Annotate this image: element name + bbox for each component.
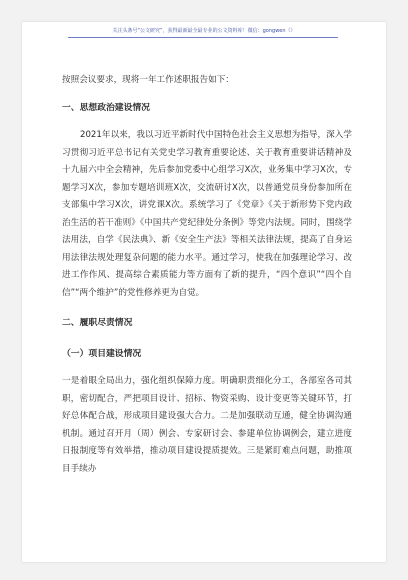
header-banner: 关注头条号“公文研究”，获得最新最全最专业的公文资料库！微信：gongwen（） [112,28,296,34]
document-page [22,22,386,562]
header-divider [68,37,338,38]
section-heading-duties: 二、履职尽责情况 [62,318,133,328]
intro-paragraph: 按照会议要求，现将一年工作述职报告如下： [62,75,234,85]
subsection-heading-projects: （一）项目建设情况 [62,348,142,359]
document-body [62,72,352,478]
subsection-paragraph-projects: 一是着眼全局出力，强化组织保障力度。明确职责细化分工，各部室各司其职，密切配合，严把项目设计、招标、物资采购、设计变更等关键环节，打好总体配合战，形成项目建设强大合力。二是加强联动互通，健全协调沟通机制。通过召开月（周）例会、专家研讨会、参建单位协调例会，建立进度日报制度等有效举措，推动项目建设提质提效。三是紧盯难点问题，助推项目手续办 [62,376,352,474]
section-paragraph-political: 2021年以来，我以习近平新时代中国特色社会主义思想为指导，深入学习贯彻习近平总书记有关党史学习教育重要论述、关于教育重要讲话精神及十九届六中全会精神，先后参加党委中心组学习X次，业务集中学习X次，专题学习X次，参加专题培训班X次，交流研讨X次，以普通党员身份参加所在支部集中学习X次，讲党课X次。系统学习了《党章》《关于新形势下党内政治生活的若干准则》《中国共产党纪律处分条例》等党内法规。同时，围绕学法用法，自学《民法典》、新《安全生产法》等相关法律法规，提高了自身运用法律法规处理复杂问题的能力水平。通过学习，使我在加强理论学习、改进工作作风、提高综合素质能力等方面有了新的提升，“四个意识”“四个自信”“两个维护”的党性修养更为自觉。 [62,130,352,298]
section-heading-political: 一、思想政治建设情况 [62,102,150,113]
